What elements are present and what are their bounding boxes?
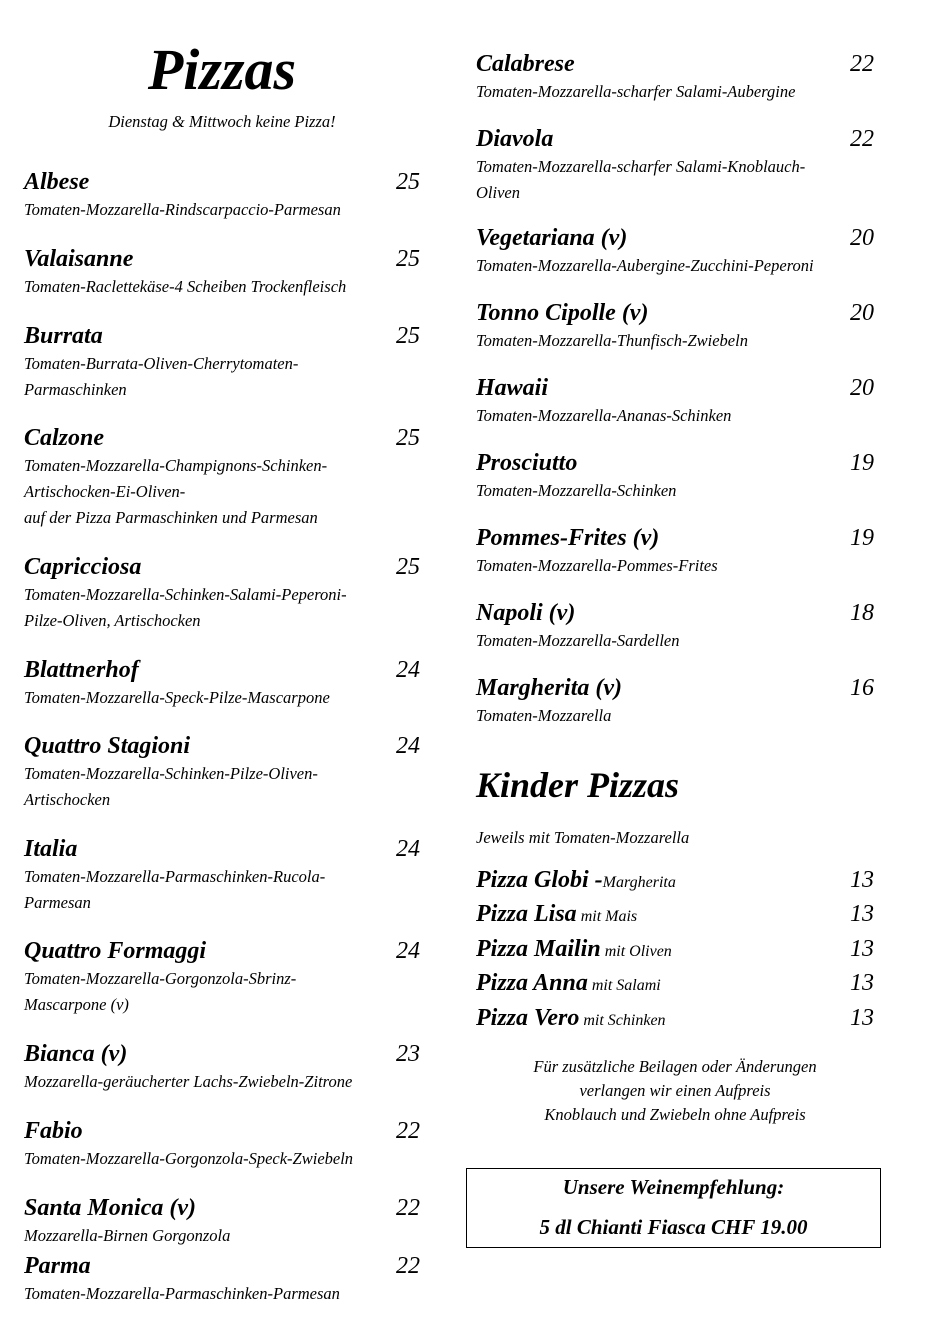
item-price: 22 [396, 1195, 420, 1221]
item-name: Blattnerhof [24, 657, 139, 683]
item-name: Diavola [476, 126, 554, 152]
menu-item [24, 244, 420, 300]
kids-menu-item [476, 968, 874, 1001]
item-description: Tomaten-Mozzarella-Gorgonzola-Speck-Zwiebeln [24, 1149, 354, 1168]
item-description: Tomaten-Mozzarella-Champignons-Schinken- Artischocken-Ei-Oliven- auf der Pizza Parmaschinken und Parmesan [24, 456, 328, 527]
item-price: 16 [850, 675, 874, 701]
item-name: Napoli (v) [476, 600, 576, 626]
item-name: Margherita (v) [476, 675, 622, 701]
item-price: 22 [850, 51, 874, 77]
item-description: mit Oliven [600, 943, 672, 960]
menu-item [476, 448, 874, 504]
menu-item [476, 124, 874, 206]
item-price: 24 [396, 657, 420, 683]
item-name: Pommes-Frites (v) [476, 525, 660, 551]
item-description: mit Schinken [579, 1012, 666, 1029]
item-price: 20 [850, 225, 874, 251]
menu-item [24, 731, 420, 813]
menu-item [24, 321, 420, 403]
item-description: mit Salami [587, 977, 661, 994]
item-price: 22 [396, 1253, 420, 1279]
menu-item [24, 1193, 420, 1246]
item-price: 20 [850, 375, 874, 401]
menu-item [24, 936, 420, 1018]
item-name: Pizza Vero [476, 1005, 580, 1031]
item-price: 20 [850, 300, 874, 326]
item-price: 18 [850, 600, 874, 626]
item-price: 19 [850, 525, 874, 551]
item-price: 13 [850, 970, 874, 996]
item-description: Tomaten-Mozzarella-Gorgonzola-Sbrinz- Mascarpone (v) [24, 969, 297, 1014]
menu-item [24, 1039, 420, 1095]
item-description: mit Mais [576, 908, 638, 925]
menu-item [24, 552, 420, 634]
item-price: 25 [396, 246, 420, 272]
item-description: Mozzarella-geräucherter Lachs-Zwiebeln-Zitrone [24, 1072, 353, 1091]
menu-item [476, 49, 874, 105]
menu-item [476, 373, 874, 429]
item-description: Tomaten-Mozzarella [476, 706, 612, 725]
item-price: 13 [850, 1005, 874, 1031]
kinder-section-note: Jeweils mit Tomaten-Mozzarella [476, 828, 690, 847]
item-description: Tomaten-Mozzarella-Sardellen [476, 631, 680, 650]
surcharge-note-line: Knoblauch und Zwiebeln ohne Aufpreis [544, 1105, 806, 1124]
item-price: 13 [850, 936, 874, 962]
item-name: Italia [24, 836, 78, 862]
item-price: 22 [396, 1118, 420, 1144]
item-description: Tomaten-Mozzarella-Rindscarpaccio-Parmesan [24, 200, 341, 219]
item-description: Tomaten-Mozzarella-Schinken-Pilze-Oliven- Artischocken [24, 764, 318, 809]
item-description: Tomaten-Raclettekäse-4 Scheiben Trockenfleisch [24, 277, 347, 296]
item-price: 25 [396, 554, 420, 580]
menu-item [24, 655, 420, 711]
item-description: Tomaten-Mozzarella-Pommes-Frites [476, 556, 718, 575]
item-name: Hawaii [476, 375, 549, 401]
item-price: 19 [850, 450, 874, 476]
surcharge-note-line: Für zusätzliche Beilagen oder Änderungen [533, 1057, 817, 1076]
item-price: 24 [396, 733, 420, 759]
menu-item [476, 223, 874, 279]
menu-item [476, 523, 874, 579]
item-name: Santa Monica (v) [24, 1195, 197, 1221]
wine-offer: 5 dl Chianti Fiasca CHF 19.00 [539, 1215, 808, 1239]
wine-recommendation-box [466, 1168, 881, 1248]
item-description: Margherita [602, 874, 676, 891]
item-name: Parma [24, 1253, 91, 1279]
item-description: Tomaten-Mozzarella-Thunfisch-Zwiebeln [476, 331, 748, 350]
closed-days-note: Dienstag & Mittwoch keine Pizza! [108, 112, 336, 131]
wine-heading: Unsere Weinempfehlung: [562, 1175, 785, 1199]
menu-item [24, 167, 420, 223]
item-name: Prosciutto [476, 450, 578, 476]
item-name: Valaisanne [24, 246, 134, 272]
item-description: Tomaten-Mozzarella-Ananas-Schinken [476, 406, 732, 425]
item-price: 25 [396, 425, 420, 451]
item-description: Tomaten-Mozzarella-scharfer Salami-Aubergine [476, 82, 796, 101]
item-name: Capricciosa [24, 554, 142, 580]
item-name: Burrata [24, 323, 103, 349]
kinder-section-title: Kinder Pizzas [476, 765, 680, 805]
kids-menu-item [476, 899, 874, 932]
item-price: 24 [396, 836, 420, 862]
item-name: Quattro Stagioni [24, 733, 191, 759]
item-name: Vegetariana (v) [476, 225, 628, 251]
item-price: 25 [396, 323, 420, 349]
kids-menu-item [476, 934, 874, 967]
item-description: Tomaten-Mozzarella-Parmaschinken-Parmesan [24, 1284, 340, 1303]
item-description: Tomaten-Mozzarella-Schinken [476, 481, 677, 500]
surcharge-notes [476, 1055, 874, 1127]
item-name: Pizza Lisa [476, 901, 577, 927]
item-description: Mozzarella-Birnen Gorgonzola [24, 1226, 231, 1245]
item-price: 13 [850, 901, 874, 927]
item-price: 24 [396, 938, 420, 964]
menu-item [476, 298, 874, 354]
item-price: 22 [850, 126, 874, 152]
menu-item [24, 834, 420, 916]
item-name: Albese [24, 169, 90, 195]
item-name: Pizza Globi - [476, 867, 603, 893]
page-title: Pizzas [147, 37, 297, 102]
item-name: Tonno Cipolle (v) [476, 300, 649, 326]
item-name: Calabrese [476, 51, 575, 77]
item-price: 25 [396, 169, 420, 195]
item-description: Tomaten-Mozzarella-Speck-Pilze-Mascarpone [24, 688, 330, 707]
item-name: Pizza Mailin [476, 936, 601, 962]
menu-item [476, 598, 874, 654]
item-description: Tomaten-Burrata-Oliven-Cherrytomaten- Parmaschinken [24, 354, 299, 399]
item-name: Calzone [24, 425, 105, 451]
item-description: Tomaten-Mozzarella-Parmaschinken-Rucola- Parmesan [24, 867, 326, 912]
item-description: Tomaten-Mozzarella-scharfer Salami-Knoblauch- Oliven [476, 157, 806, 202]
kids-menu-item [476, 865, 874, 898]
menu-item [24, 423, 420, 531]
menu-item [24, 1251, 420, 1307]
item-name: Bianca (v) [24, 1041, 128, 1067]
surcharge-note-line: verlangen wir einen Aufpreis [579, 1081, 771, 1100]
item-price: 23 [396, 1041, 420, 1067]
item-name: Pizza Anna [476, 970, 588, 996]
item-name: Fabio [24, 1118, 83, 1144]
kids-menu-item [476, 1003, 874, 1036]
menu-item [476, 673, 874, 729]
item-description: Tomaten-Mozzarella-Schinken-Salami-Peperoni- Pilze-Oliven, Artischocken [24, 585, 347, 630]
item-price: 13 [850, 867, 874, 893]
menu-item [24, 1116, 420, 1172]
item-description: Tomaten-Mozzarella-Aubergine-Zucchini-Peperoni [476, 256, 814, 275]
item-name: Quattro Formaggi [24, 938, 207, 964]
